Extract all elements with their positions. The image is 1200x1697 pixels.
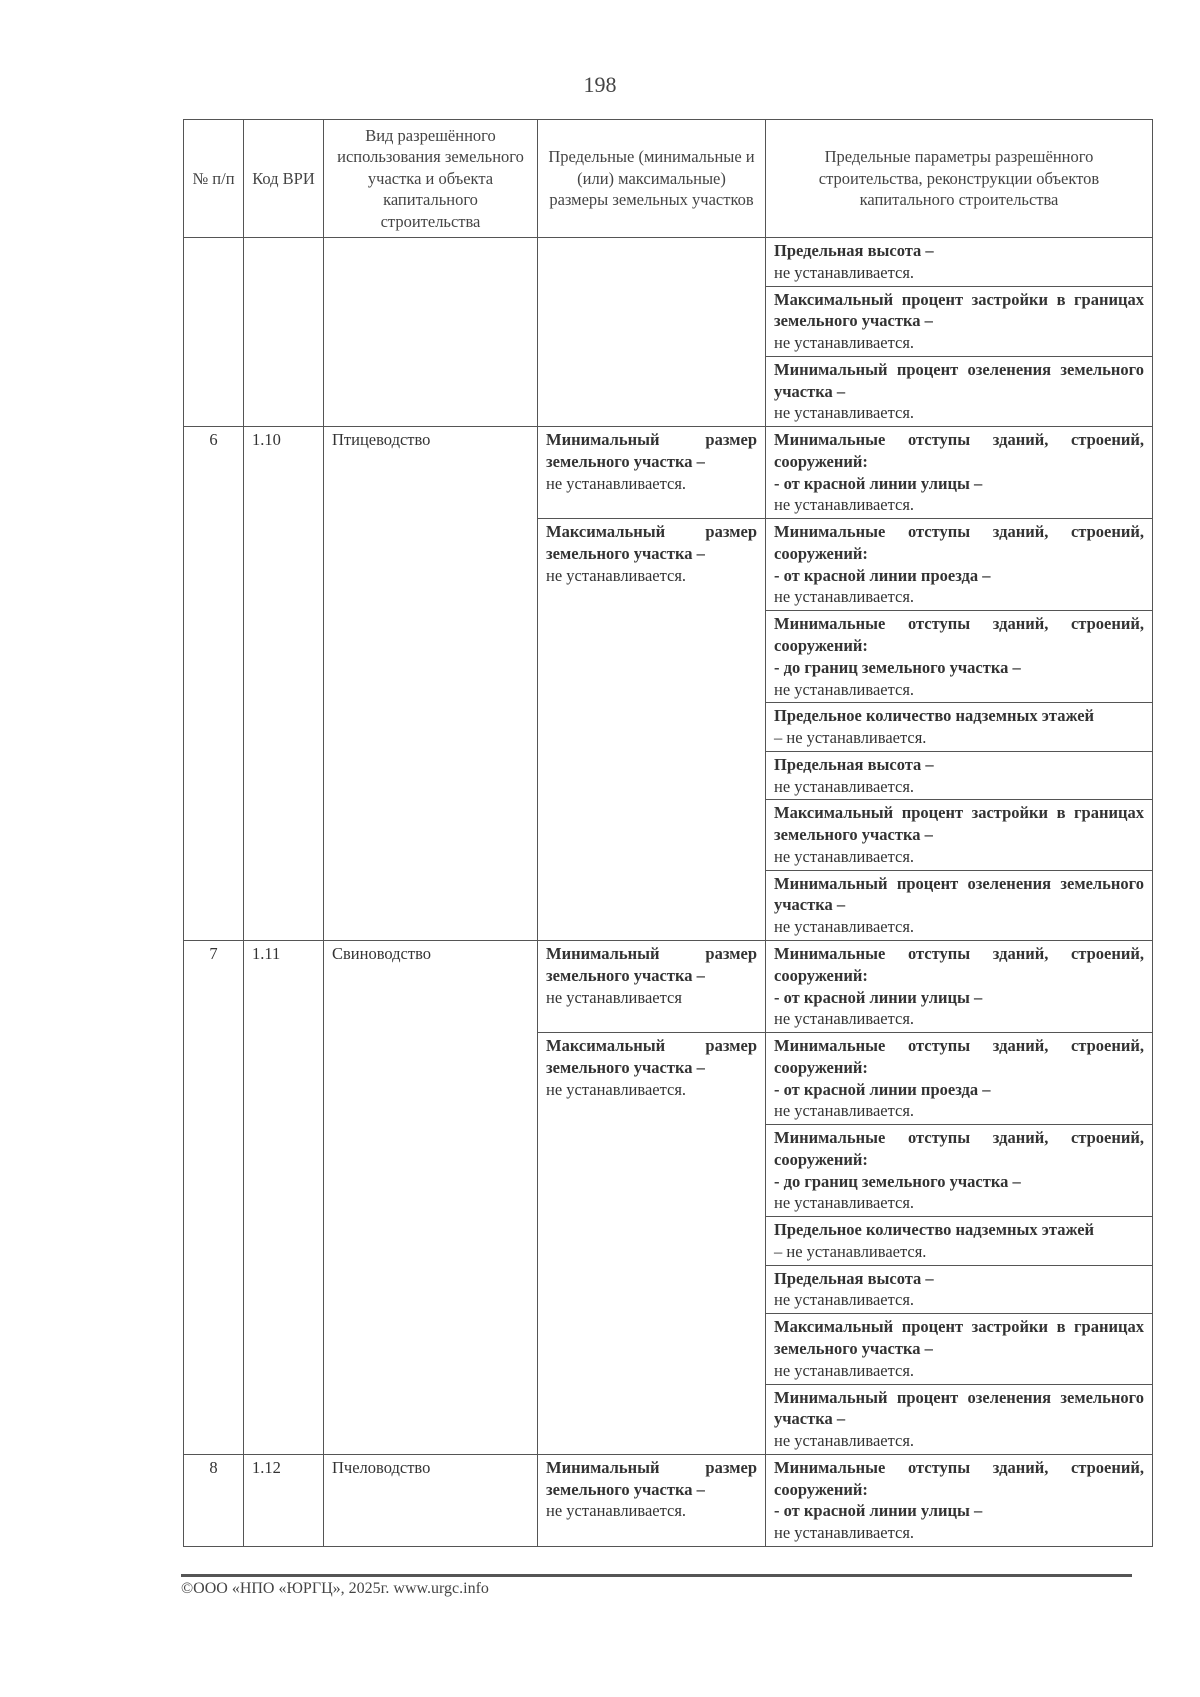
param-value: не устанавливается. bbox=[774, 1193, 915, 1213]
param-cell bbox=[766, 1265, 1153, 1314]
param-cell bbox=[766, 1125, 1153, 1217]
size-title: Минимальный размер земельного участка – bbox=[546, 1457, 757, 1499]
size-cell bbox=[538, 427, 766, 519]
param-title: Минимальные отступы зданий, строений, сооружений: bbox=[774, 614, 1144, 656]
param-value: не устанавливается. bbox=[774, 1009, 915, 1029]
row-use-name: Пчеловодство bbox=[324, 1454, 538, 1546]
param-value: не устанавливается. bbox=[774, 776, 915, 796]
cont-use-cell bbox=[324, 238, 538, 427]
param-value: не устанавливается. bbox=[774, 1431, 915, 1451]
param-title: Предельное количество надземных этажей bbox=[774, 1220, 1095, 1240]
size-title: Минимальный размер земельного участка – bbox=[546, 943, 757, 985]
header-params: Предельные параметры разрешённого строительства, реконструкции объектов капитального строительства bbox=[766, 120, 1153, 238]
row-number: 7 bbox=[184, 940, 244, 1454]
param-cell bbox=[766, 1314, 1153, 1384]
param-line: - от красной линии проезда – bbox=[774, 565, 991, 585]
param-value: не устанавливается. bbox=[774, 917, 915, 937]
param-value: не устанавливается. bbox=[774, 1523, 915, 1543]
param-line: - до границ земельного участка – bbox=[774, 1171, 1021, 1191]
size-title: Максимальный размер земельного участка – bbox=[546, 1036, 757, 1077]
param-title: Минимальные отступы зданий, строений, сооружений: bbox=[774, 430, 1144, 471]
size-title: Максимальный размер земельного участка – bbox=[546, 522, 757, 563]
param-cell bbox=[766, 1217, 1153, 1266]
param-line: - от красной линии проезда – bbox=[774, 1079, 991, 1099]
param-cell bbox=[766, 751, 1153, 800]
size-cell bbox=[538, 1033, 766, 1455]
table-row bbox=[184, 1454, 1153, 1546]
size-value: не устанавливается. bbox=[546, 1079, 687, 1099]
cont-code-cell bbox=[244, 238, 324, 427]
header-use: Вид разрешённого использования земельного участка и объекта капитального строительства bbox=[324, 120, 538, 238]
footer-divider bbox=[181, 1574, 1132, 1577]
param-title: Минимальные отступы зданий, строений, сооружений: bbox=[774, 522, 1144, 563]
param-title: Минимальный процент озеленения земельного участка – bbox=[774, 359, 1144, 401]
param-value: не устанавливается. bbox=[774, 1101, 915, 1121]
table-row bbox=[184, 238, 1153, 287]
param-title: Минимальный процент озеленения земельного участка – bbox=[774, 873, 1144, 915]
param-title: Минимальные отступы зданий, строений, сооружений: bbox=[774, 1457, 1144, 1499]
param-value: не устанавливается. bbox=[774, 333, 915, 353]
param-title: Предельное количество надземных этажей bbox=[774, 706, 1095, 726]
header-row bbox=[184, 120, 1153, 238]
param-cell bbox=[766, 800, 1153, 870]
size-cell bbox=[538, 1454, 766, 1546]
header-code: Код ВРИ bbox=[244, 120, 324, 238]
param-cell bbox=[766, 1454, 1153, 1546]
size-cell bbox=[538, 519, 766, 941]
param-cell bbox=[766, 1033, 1153, 1125]
header-sizes: Предельные (минимальные и (или) максимальные) размеры земельных участков bbox=[538, 120, 766, 238]
param-cell bbox=[766, 703, 1153, 752]
param-cell bbox=[766, 286, 1153, 356]
table-row bbox=[184, 427, 1153, 519]
param-value: не устанавливается. bbox=[774, 1360, 915, 1380]
param-value: не устанавливается. bbox=[774, 679, 915, 699]
param-title: Максимальный процент застройки в границах земельного участка – bbox=[774, 803, 1144, 845]
row-use-name: Свиноводство bbox=[324, 940, 538, 1454]
cont-size-cell bbox=[538, 238, 766, 427]
row-code: 1.12 bbox=[244, 1454, 324, 1546]
cont-num-cell bbox=[184, 238, 244, 427]
table-row bbox=[184, 940, 1153, 1032]
param-title: Предельная высота – bbox=[774, 754, 934, 774]
row-number: 8 bbox=[184, 1454, 244, 1546]
param-cell bbox=[766, 870, 1153, 940]
param-title: Максимальный процент застройки в границах земельного участка – bbox=[774, 289, 1144, 331]
param-title: Минимальные отступы зданий, строений, сооружений: bbox=[774, 1036, 1144, 1077]
row-code: 1.11 bbox=[244, 940, 324, 1454]
param-cell bbox=[766, 1384, 1153, 1454]
param-title: Предельная высота – bbox=[774, 241, 934, 260]
param-cell bbox=[766, 519, 1153, 611]
param-line: - до границ земельного участка – bbox=[774, 657, 1021, 677]
param-line: - от красной линии улицы – bbox=[774, 1501, 983, 1521]
param-cell bbox=[766, 427, 1153, 519]
param-value: не устанавливается. bbox=[774, 403, 915, 423]
footer-copyright: ©ООО «НПО «ЮРГЦ», 2025г. www.urgc.info bbox=[181, 1580, 489, 1597]
param-cell bbox=[766, 611, 1153, 703]
row-use-name: Птицеводство bbox=[324, 427, 538, 941]
size-value: не устанавливается bbox=[546, 987, 682, 1007]
size-value: не устанавливается. bbox=[546, 473, 687, 493]
param-value: не устанавливается. bbox=[774, 846, 915, 866]
regulations-table bbox=[183, 119, 1153, 1547]
param-title: Минимальные отступы зданий, строений, сооружений: bbox=[774, 1128, 1144, 1169]
param-title: Минимальные отступы зданий, строений, сооружений: bbox=[774, 943, 1144, 985]
size-value: не устанавливается. bbox=[546, 565, 687, 585]
param-line: - от красной линии улицы – bbox=[774, 987, 983, 1007]
size-title: Минимальный размер земельного участка – bbox=[546, 430, 757, 471]
param-value: не устанавливается. bbox=[774, 1290, 915, 1310]
param-cell bbox=[766, 238, 1153, 287]
row-code: 1.10 bbox=[244, 427, 324, 941]
param-cell bbox=[766, 356, 1153, 426]
param-line: - от красной линии улицы – bbox=[774, 473, 983, 493]
param-value: не устанавливается. bbox=[774, 262, 915, 282]
param-title: Максимальный процент застройки в границах земельного участка – bbox=[774, 1317, 1144, 1358]
param-value: – не устанавливается. bbox=[774, 1241, 927, 1261]
row-number: 6 bbox=[184, 427, 244, 941]
param-value: не устанавливается. bbox=[774, 495, 915, 515]
header-num: № п/п bbox=[184, 120, 244, 238]
size-value: не устанавливается. bbox=[546, 1501, 687, 1521]
param-title: Минимальный процент озеленения земельного участка – bbox=[774, 1387, 1144, 1429]
param-value: не устанавливается. bbox=[774, 587, 915, 607]
page-number: 198 bbox=[583, 72, 617, 97]
size-cell bbox=[538, 940, 766, 1032]
param-value: – не устанавливается. bbox=[774, 728, 927, 748]
param-cell bbox=[766, 940, 1153, 1032]
param-title: Предельная высота – bbox=[774, 1268, 934, 1288]
